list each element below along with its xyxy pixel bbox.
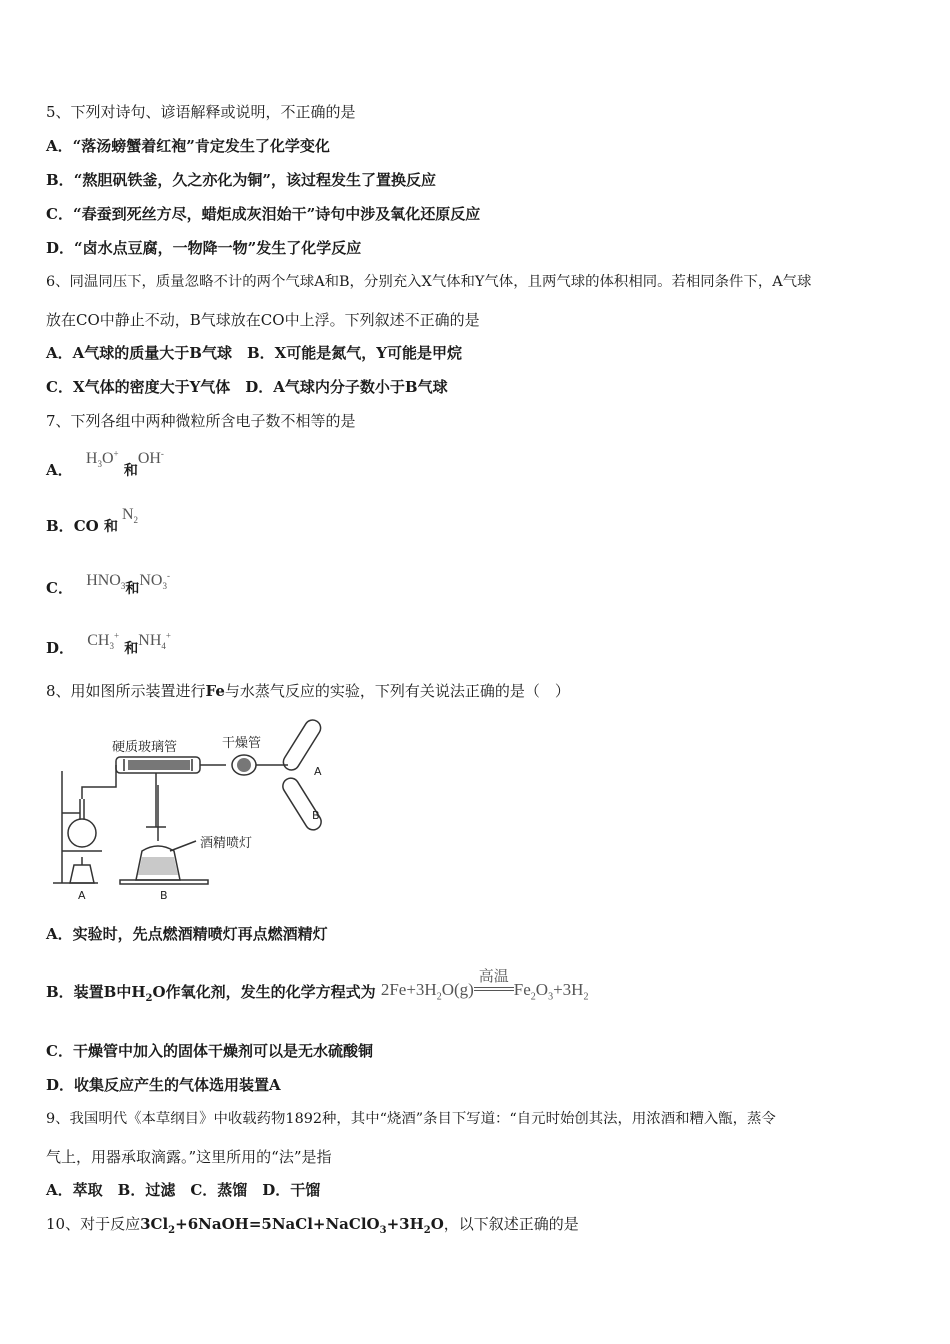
q9-stem-line1: 9、我国明代《本草纲目》中收载药物1892种，其中“烧酒”条目下写道：“自元时始创其法，用浓酒和糟入甑，蒸令	[46, 1111, 776, 1127]
connecting-tube	[82, 765, 116, 799]
q7-stem: 7、下列各组中两种微粒所含电子数不相等的是	[46, 412, 356, 430]
q6-stem-line1: 6、同温同压下，质量忽略不计的两个气球A和B，分别充入X气体和Y气体，且两气球的体积相同。若相同条件下，A气球	[46, 274, 812, 290]
formula-sub: 2	[145, 993, 153, 1004]
label-apparatus-a: A	[78, 889, 86, 902]
flask	[68, 819, 96, 847]
formula-part: HNO	[86, 572, 121, 590]
equation-sub: 2	[530, 991, 536, 1003]
formula-charge: +	[113, 449, 119, 459]
formula-sub: 4	[161, 641, 166, 652]
desiccant	[237, 758, 251, 772]
equation-part: O	[430, 1215, 444, 1233]
formula-part: O	[101, 450, 114, 468]
formula-charge: +	[113, 631, 120, 641]
formula-nh4-plus	[138, 631, 171, 652]
option-letter: C．	[46, 205, 73, 223]
pointer-line	[170, 841, 196, 851]
formula-part: CH	[87, 632, 110, 650]
formula-sub: 3	[109, 641, 114, 652]
option-text: “卤水点豆腐，一物降一物”发生了化学反应	[74, 239, 362, 257]
alcohol-lamp	[70, 865, 94, 883]
q5-option-d	[46, 238, 361, 258]
option-text: “熬胆矾铁釜，久之亦化为铜”，该过程发生了置换反应	[73, 171, 436, 189]
option-letter: A．	[46, 461, 73, 480]
label-blowtorch: 酒精喷灯	[200, 836, 253, 851]
formula-sub: 3	[120, 581, 126, 592]
q6-stem-line2: 放在CO中静止不动，B气球放在CO中上浮。下列叙述不正确的是	[46, 311, 480, 329]
q7-option-c	[46, 568, 170, 599]
formula-no3-minus	[139, 571, 170, 592]
q5-stem: 5、下列对诗句、谚语解释或说明，不正确的是	[46, 103, 356, 121]
option-letter: B．	[46, 171, 74, 189]
option-letter: D．	[46, 239, 75, 257]
option-text: “落汤螃蟹着红袍”肯定发生了化学变化	[72, 137, 330, 155]
option-letter: B．	[46, 517, 74, 535]
conjunction-he: 和	[124, 641, 139, 658]
label-drying-tube: 干燥管	[222, 736, 262, 751]
formula-co: CO	[73, 517, 99, 535]
option-text: “春蚕到死丝方尽，蜡炬成灰泪始干”诗句中涉及氧化还原反应	[72, 205, 481, 223]
formula-charge: +	[165, 631, 171, 641]
conjunction-he: 和	[103, 519, 118, 535]
q5-option-b	[46, 170, 436, 190]
stem-part: 与水蒸气反应的实验，下列有关说法正确的是（ ）	[224, 682, 570, 700]
label-apparatus-b: B	[160, 889, 168, 902]
conjunction-he: 和	[125, 581, 140, 598]
torch-body-fill	[138, 857, 178, 875]
equation-part: O(g)	[441, 980, 474, 999]
equals-sign	[474, 987, 514, 991]
q9-options: A．萃取 B．过滤 C．蒸馏 D．干馏	[46, 1181, 321, 1199]
formula-part: NH	[138, 632, 162, 650]
test-tube-b	[280, 775, 324, 833]
stem-fe: Fe	[205, 682, 225, 700]
equation-part: 3Cl	[140, 1215, 169, 1233]
equation-sub: 3	[379, 1225, 387, 1236]
q5-option-c	[46, 204, 480, 224]
equation-sub: 2	[423, 1225, 431, 1236]
q6-options-cd: C．X气体的密度大于Y气体 D．A气球内分子数小于B气球	[46, 378, 448, 396]
formula-part: N	[121, 506, 134, 523]
stem-part: ，以下叙述正确的是	[443, 1215, 579, 1233]
equation-part: O	[535, 980, 549, 999]
formula-n2	[121, 506, 138, 526]
option-text: O作氧化剂，发生的化学方程式为	[152, 983, 376, 1001]
formula-hno3	[86, 572, 126, 592]
apparatus-figure	[50, 715, 340, 905]
equation-part: Fe	[513, 980, 531, 999]
formula-ch3-plus	[87, 631, 120, 652]
q5-option-a	[46, 136, 330, 156]
stem-part: 10、对于反应	[46, 1215, 141, 1233]
label-test-tube-b: B	[312, 809, 320, 822]
formula-sub: 3	[162, 581, 167, 592]
equation-part: +6NaOH=5NaCl+NaClO	[175, 1215, 380, 1233]
q8-option-a: A．实验时，先点燃酒精喷灯再点燃酒精灯	[46, 925, 328, 943]
formula-part: H	[85, 450, 98, 468]
option-letter: C．	[46, 579, 73, 598]
equation-chlorine-naoh	[140, 1215, 444, 1236]
iron-powder	[128, 760, 190, 770]
formula-sub: 2	[133, 515, 138, 526]
formula-part: OH	[137, 450, 161, 468]
reaction-condition	[474, 969, 514, 995]
q9-stem-line2: 气上，用器承取滴露。”这里所用的“法”是指	[46, 1148, 332, 1166]
label-hard-glass-tube: 硬质玻璃管	[112, 740, 178, 755]
option-letter: D．	[46, 639, 75, 658]
q8-option-d: D．收集反应产生的气体选用装置A	[46, 1076, 281, 1094]
conjunction-he: 和	[123, 463, 138, 480]
formula-part: NO	[139, 572, 163, 590]
option-text: B．装置B中H	[46, 983, 146, 1001]
q7-option-a	[46, 450, 164, 481]
condition-text: 高温	[478, 969, 509, 985]
formula-charge: -	[160, 449, 164, 459]
equation-fe-steam	[380, 969, 589, 1003]
q8-stem	[46, 681, 570, 701]
equation-sub: 2	[436, 991, 442, 1003]
formula-charge: -	[166, 571, 170, 581]
formula-h3o-plus	[85, 449, 119, 470]
label-test-tube-a: A	[314, 765, 322, 778]
equation-part: +3H	[386, 1215, 424, 1233]
q7-option-b	[46, 506, 138, 536]
formula-oh-minus	[138, 450, 164, 467]
q7-option-d	[46, 628, 171, 659]
option-letter: A．	[46, 137, 73, 155]
formula-sub: 3	[97, 459, 102, 470]
q10-stem	[46, 1214, 579, 1241]
equation-sub: 3	[548, 991, 554, 1003]
q8-option-b	[46, 969, 589, 1009]
q6-options-ab: A．A气球的质量大于B气球 B．X可能是氮气，Y可能是甲烷	[46, 344, 462, 362]
q8-option-c: C．干燥管中加入的固体干燥剂可以是无水硫酸铜	[46, 1042, 373, 1060]
equation-sub: 2	[168, 1225, 176, 1236]
equation-sub: 2	[583, 991, 589, 1003]
equation-part: +3H	[553, 980, 584, 999]
equation-part: 2Fe+3H	[380, 980, 437, 999]
stem-part: 8、用如图所示装置进行	[46, 682, 206, 700]
